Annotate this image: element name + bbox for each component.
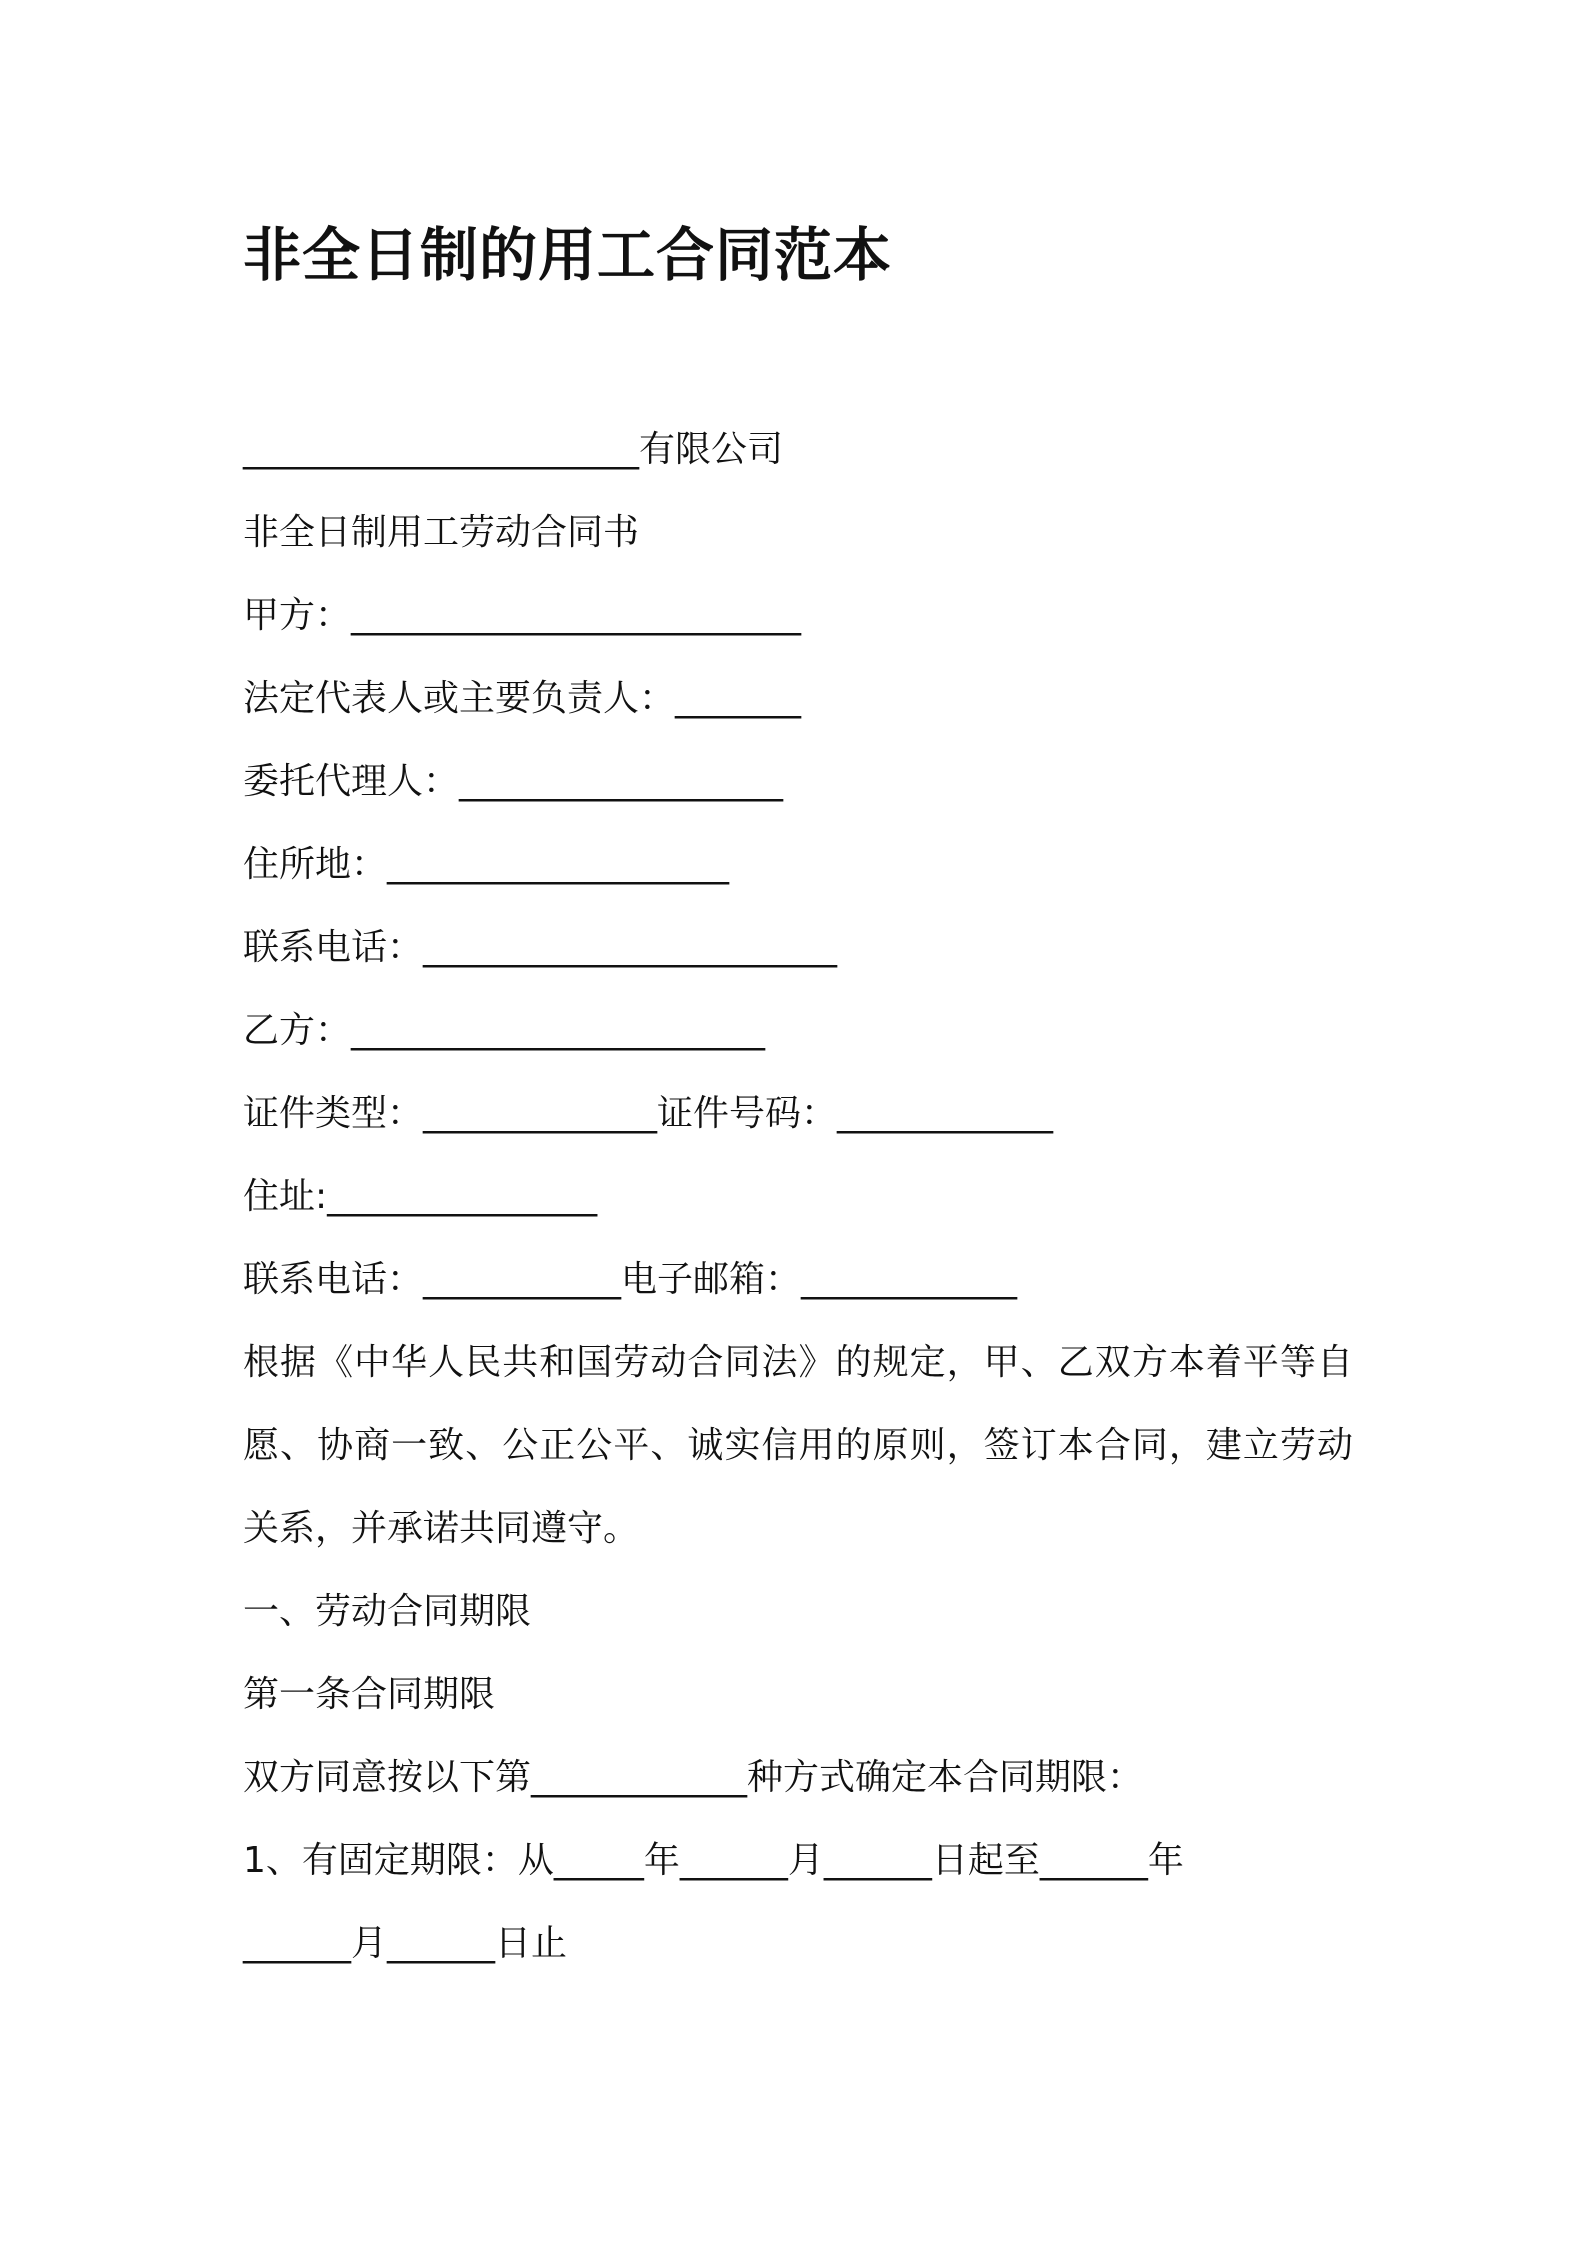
party-b-address-line: 住址:_______________ xyxy=(243,1176,598,1217)
party-a-line: 甲方：_________________________ xyxy=(243,595,802,636)
legal-representative-line: 法定代表人或主要负责人：_______ xyxy=(243,678,802,719)
intro-paragraph: 根据《中华人民共和国劳动合同法》的规定，甲、乙双方本着平等自愿、协商一致、公正公平、诚实信用的原则，签订本合同，建立劳动关系，并承诺共同遵守。 xyxy=(243,1342,1353,1549)
fixed-term-clause-line2: ______月______日止 xyxy=(243,1923,568,1964)
fixed-term-clause-line1: 1、有固定期限：从_____年______月______日起至______年 xyxy=(243,1840,1184,1881)
section-heading: 一、劳动合同期限 xyxy=(243,1591,532,1632)
party-a-phone-line: 联系电话：_______________________ xyxy=(243,927,838,968)
id-type-number-line: 证件类型：_____________证件号码：____________ xyxy=(243,1093,1054,1134)
article-text: 双方同意按以下第____________种方式确定本合同期限： xyxy=(243,1757,1144,1798)
authorized-agent-line: 委托代理人：__________________ xyxy=(243,761,784,802)
party-a-address-line: 住所地：___________________ xyxy=(243,844,730,885)
document-title: 非全日制的用工合同范本 xyxy=(243,221,893,289)
party-b-contact-line: 联系电话：___________电子邮箱：____________ xyxy=(243,1259,1018,1300)
contract-subtitle: 非全日制用工劳动合同书 xyxy=(243,512,640,553)
article-heading: 第一条合同期限 xyxy=(243,1674,496,1715)
document-body xyxy=(243,408,1353,1985)
party-b-line: 乙方：_______________________ xyxy=(243,1010,766,1051)
company-name-line: ______________________有限公司 xyxy=(243,429,784,470)
